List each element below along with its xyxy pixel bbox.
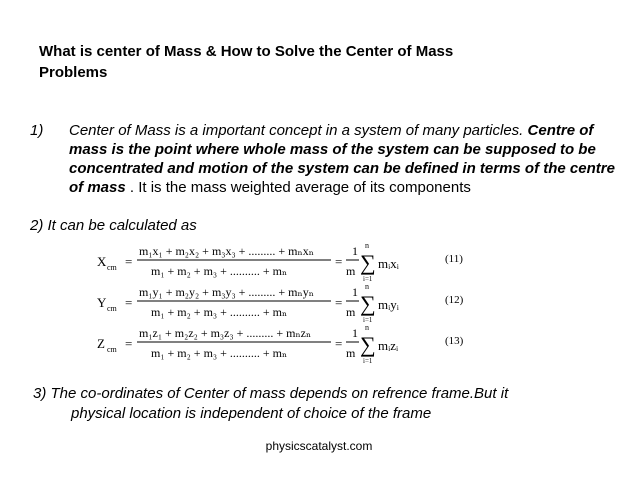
eq-y-sum-upper: n	[365, 282, 369, 291]
list-item-1-body	[69, 121, 630, 197]
eq-x-numerator: m₁x₁ + m₂x₂ + m₃x₃ + ......... + mₙxₙ	[139, 244, 314, 258]
list-item-2: 2) It can be calculated as	[30, 217, 197, 234]
eq-z-one: 1	[352, 326, 358, 340]
list-item-3-line-1: 3) The co-ordinates of Center of mass depends on refrence frame.But it	[33, 385, 509, 402]
eq-z-tag: (13)	[445, 335, 464, 347]
slide-title	[39, 41, 599, 83]
eq-y-lhs-subscript: cm	[107, 304, 117, 313]
eq-x-lhs: X	[97, 254, 107, 269]
eq-y-denominator: m₁ + m₂ + m₃ + .......... + mₙ	[151, 305, 288, 319]
eq-x-m: m	[346, 264, 356, 278]
footer-site-credit: physicscatalyst.com	[265, 439, 373, 453]
eq-z-denominator: m₁ + m₂ + m₃ + .......... + mₙ	[151, 346, 288, 360]
eq-x-tag: (11)	[445, 253, 463, 265]
eq-y-one: 1	[352, 285, 358, 299]
list-item-1	[30, 121, 630, 197]
eq-y-sum-lower: i=1	[363, 316, 373, 324]
eq-x-one: 1	[352, 244, 358, 258]
eq-y-equals-2: =	[335, 295, 343, 310]
eq-z-numerator: m₁z₁ + m₂z₂ + m₃z₃ + ......... + mₙzₙ	[139, 326, 312, 340]
eq-y-lhs: Y	[97, 295, 107, 310]
eq-z-summand: mᵢzᵢ	[378, 338, 399, 353]
eq-x-sum-sign: ∑	[360, 250, 376, 275]
eq-x-sum-lower: i=1	[363, 275, 373, 283]
list-item-1-intro: Center of Mass is a important concept in a system of many particles.	[69, 122, 524, 139]
eq-y-equals-1: =	[125, 295, 133, 310]
list-item-1-tail: . It is the mass weighted average of its components	[125, 179, 471, 196]
eq-y-sum-sign: ∑	[360, 291, 376, 316]
eq-y-m: m	[346, 305, 356, 319]
eq-z-sum-sign: ∑	[360, 332, 376, 357]
eq-x-equals-2: =	[335, 254, 343, 269]
eq-y-numerator: m₁y₁ + m₂y₂ + m₃y₃ + ......... + mₙyₙ	[139, 285, 314, 299]
list-item-3	[33, 384, 623, 424]
eq-z-equals-1: =	[125, 336, 133, 351]
eq-x-summand: mᵢxᵢ	[378, 256, 399, 271]
eq-y-summand: mᵢyᵢ	[378, 297, 399, 312]
list-item-1-definition: Centre of mass is the point where whole mass of the system can be supposed to be concentrated and motion of the system can be defined in terms of the centre of mass	[69, 122, 615, 196]
eq-z-lhs: Z	[97, 336, 105, 351]
list-item-1-number: 1)	[30, 122, 44, 139]
eq-z-equals-2: =	[335, 336, 343, 351]
center-of-mass-equations	[95, 242, 575, 367]
eq-x-equals-1: =	[125, 254, 133, 269]
eq-x-denominator: m₁ + m₂ + m₃ + .......... + mₙ	[151, 264, 288, 278]
eq-x-sum-upper: n	[365, 241, 369, 250]
title-line-2: Problems	[39, 64, 108, 81]
eq-z-m: m	[346, 346, 356, 360]
eq-y-tag: (12)	[445, 294, 464, 306]
title-line-1: What is center of Mass & How to Solve the Center of Mass	[39, 43, 454, 60]
eq-z-lhs-subscript: cm	[107, 345, 117, 354]
eq-z-sum-lower: i=1	[363, 357, 373, 365]
list-item-3-line-2: physical location is independent of choice of the frame	[71, 405, 432, 422]
eq-x-lhs-subscript: cm	[107, 263, 117, 272]
eq-z-sum-upper: n	[365, 323, 369, 332]
